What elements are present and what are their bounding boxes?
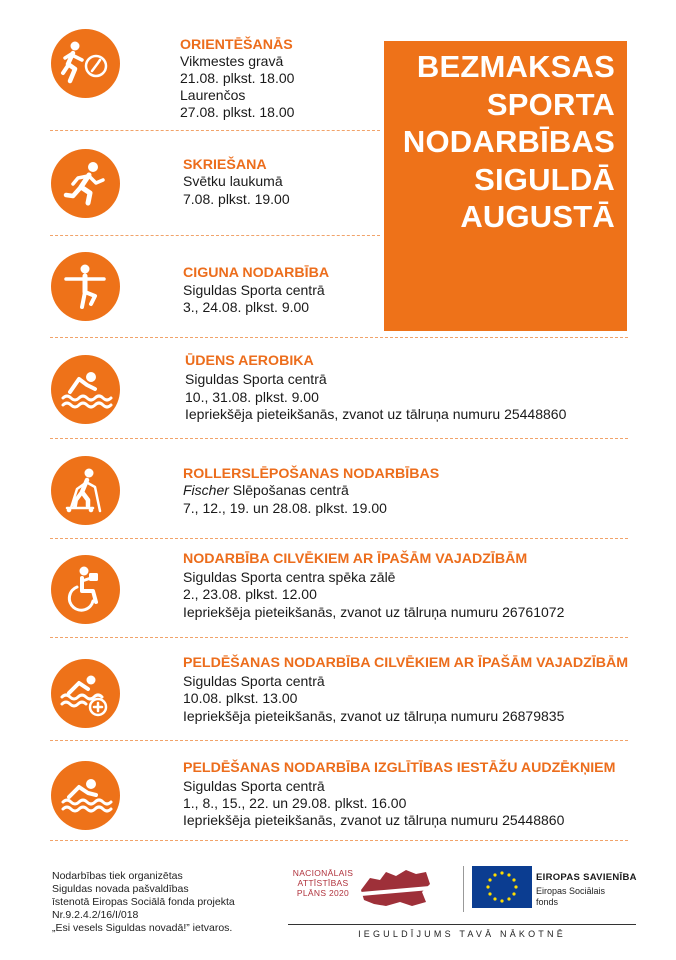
activity-line: Svētku laukumā xyxy=(183,173,283,189)
activity-line: 7.08. plkst. 19.00 xyxy=(183,191,290,207)
banner-line: SIGULDĀ xyxy=(474,161,615,197)
latvia-map-icon xyxy=(356,862,436,912)
banner-line: SPORTA xyxy=(486,86,615,122)
activity-line: Siguldas Sporta centrā xyxy=(183,282,325,298)
section-divider xyxy=(50,840,628,841)
location-text: Slēpošanas centrā xyxy=(228,482,349,498)
activity-line: 3., 24.08. plkst. 9.00 xyxy=(183,299,310,315)
nap-logo-text xyxy=(288,868,358,898)
aqua-aerobics-icon xyxy=(51,355,120,424)
activity-title: CIGUNA NODARBĪBA xyxy=(183,265,330,281)
section-divider xyxy=(50,438,628,439)
footer-note xyxy=(52,870,235,935)
nap-logo-line: PLĀNS 2020 xyxy=(296,888,350,898)
activity-title: PELDĒŠANAS NODARBĪBA IZGLĪTĪBAS IESTĀŽU AUDZĒKŅIEM xyxy=(183,760,616,776)
qigong-icon xyxy=(51,252,120,321)
footer-line: Nodarbības tiek organizētas xyxy=(52,870,183,882)
activity-title: NODARBĪBA CILVĒKIEM AR ĪPAŠĀM VAJADZĪBĀM xyxy=(183,551,528,567)
activity-title: ROLLERSLĒPOŠANAS NODARBĪBAS xyxy=(183,466,440,482)
activity-line: Iepriekšēja pieteikšanās, zvanot uz tālruņa numuru 25448860 xyxy=(185,406,567,422)
running-icon xyxy=(51,149,120,218)
footer-line: īstenotā Eiropas Sociālā fonda projekta xyxy=(52,896,235,908)
section-divider xyxy=(50,740,628,741)
banner-line: AUGUSTĀ xyxy=(460,199,615,234)
activity-title: ORIENTĒŠANĀS xyxy=(180,37,293,53)
nap-logo xyxy=(282,858,442,918)
eu-flag-icon xyxy=(472,866,532,908)
footer-line: Nr.9.2.4.2/16/I/018 xyxy=(52,909,139,921)
activity-line: 7., 12., 19. un 28.08. plkst. 19.00 xyxy=(183,500,387,516)
activity-line: Siguldas Sporta centrā xyxy=(185,371,327,387)
activity-line: Laurenčos xyxy=(180,87,246,103)
activity-line: Iepriekšēja pieteikšanās, zvanot uz tālruņa numuru 26879835 xyxy=(183,708,565,724)
swimming-special-needs-icon xyxy=(51,659,120,728)
nap-logo-line: ATTĪSTĪBAS xyxy=(297,878,349,888)
brand-italic: Fischer xyxy=(183,482,229,498)
eu-title: EIROPAS SAVIENĪBA xyxy=(536,872,637,883)
activity-line: 1., 8., 15., 22. un 29.08. plkst. 16.00 xyxy=(183,795,407,811)
swimming-icon xyxy=(51,761,120,830)
activity-line: Siguldas Sporta centra spēka zālē xyxy=(183,569,396,585)
slogan: IEGULDĪJUMS TAVĀ NĀKOTNĒ xyxy=(358,929,566,939)
activity-line: 10.08. plkst. 13.00 xyxy=(183,690,298,706)
activity-line: 21.08. plkst. 18.00 xyxy=(180,70,295,86)
wheelchair-sport-icon xyxy=(51,555,120,624)
activity-title: SKRIEŠANA xyxy=(183,157,267,173)
logo-separator xyxy=(463,866,464,912)
activity-line: 10., 31.08. plkst. 9.00 xyxy=(185,389,319,405)
activity-line: Iepriekšēja pieteikšanās, zvanot uz tālruņa numuru 26761072 xyxy=(183,604,565,620)
activity-line: 2., 23.08. plkst. 12.00 xyxy=(183,586,317,602)
section-divider xyxy=(50,637,628,638)
section-divider xyxy=(50,538,628,539)
activity-line: Siguldas Sporta centrā xyxy=(183,778,325,794)
section-divider xyxy=(50,337,628,338)
slogan-rule xyxy=(288,924,636,925)
orienteering-icon xyxy=(51,29,120,98)
activity-line: Iepriekšēja pieteikšanās, zvanot uz tālruņa numuru 25448860 xyxy=(183,812,565,828)
footer-line: „Esi vesels Siguldas novadā!” ietvaros. xyxy=(52,922,233,934)
section-divider xyxy=(50,130,380,131)
footer-line: Siguldas novada pašvaldības xyxy=(52,883,189,895)
activity-line: Siguldas Sporta centrā xyxy=(183,673,325,689)
activity-line: 27.08. plkst. 18.00 xyxy=(180,104,295,120)
eu-sub-line: fonds xyxy=(536,897,559,907)
activity-title: ŪDENS AEROBIKA xyxy=(185,353,314,369)
eu-sub-line: Eiropas Sociālais xyxy=(536,886,606,896)
eu-subtitle xyxy=(536,886,605,908)
banner-line: BEZMAKSAS xyxy=(416,49,615,84)
section-divider xyxy=(50,235,380,236)
roller-skiing-icon xyxy=(51,456,120,525)
activity-line: Vikmestes gravā xyxy=(180,53,284,69)
banner-line: NODARBĪBAS xyxy=(402,124,615,159)
nap-logo-line: NACIONĀLAIS xyxy=(292,868,354,878)
activity-line xyxy=(183,482,349,498)
title-banner xyxy=(384,41,627,331)
activity-title: PELDĒŠANAS NODARBĪBA CILVĒKIEM AR ĪPAŠĀM VAJADZĪBĀM xyxy=(183,655,629,671)
